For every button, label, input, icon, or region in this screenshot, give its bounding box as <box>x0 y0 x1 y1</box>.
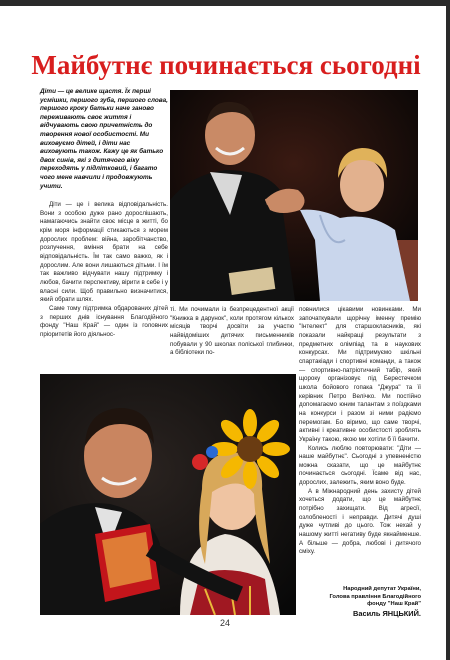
author-signature <box>285 586 421 618</box>
signature-line-1: Народний депутат України, <box>343 586 421 592</box>
photo-girl-wreath <box>40 374 296 615</box>
col3-paragraph-3: А в Міжнародний день захисту дітей хочеться додати, що це майбутнє потрібно захищати. Від агресії, озлобленості і неправди. Дитячі душі дуже чутливі до цього. Тож нехай у нашому житті негативу буде якнайменше. А більше — добра, любові і дитячого сміху. <box>299 487 421 556</box>
article-title: Майбутнє починається сьогодні <box>31 50 421 80</box>
top-border <box>0 0 450 6</box>
right-border <box>446 0 450 660</box>
author-name: Василь ЯНЦЬКИЙ. <box>353 608 421 618</box>
col1-paragraph-1: Діти — це і велика відповідальність. Вони з особою дуже рано дорослішають, намагаючись знайти своє місце в житті, бо крім моря інформації стикаються з морем дорослих проблем: війна, заробітчанство, розлучення, вміння брати на себе відповідальність. Їм так само важко, як і дорослим. Але вони лишаються дітьми. І їм так важливо відчувати нашу підтримку і любов, бачити перспективу, вірити в себе і у власні сили. Щоб правильно визначитися, який обрати шлях. <box>40 201 168 304</box>
col1-paragraph-2: Саме тому підтримка обдарованих дітей з перших днів існування Благодійного фонду "Наш Край" — один із головних пріоритетів його діяльнос- <box>40 304 168 338</box>
page-number: 24 <box>219 618 230 628</box>
col3-paragraph-2: Колись люблю повторювати: "Діти — наше майбутнє". Сьогодні з упевненістю можна сказати, що це майбутнє починається сьогодні. Їсаме від нас, дорослих, залежить, яким воно буде. <box>299 444 421 487</box>
col2-paragraph-1: ті. Ми почимали із безпрецедентної акції "Книжка в дарунок", коли протягом кількох місяців творчі досвіти за участю найвідоміших дитячих письменників побували у 90 школах поліської глибинки, а бібліотеки по- <box>170 306 294 357</box>
girl-wreath-photo-icon <box>40 374 296 615</box>
signature-line-2: Голова правління Благодійного <box>329 593 421 600</box>
column-2 <box>170 306 294 358</box>
column-3 <box>299 306 421 557</box>
col3-paragraph-1: повнилися цікавими новинками. Ми започаткували щорічну іменну премію "Інтелект" для старшокласників, які показали найкращі результати з предметних олімпіад та в наукових конкурсах. Ми підтримуємо шкільні спартакіади і спортивні команди, а також — спортивно-патріотичний табір, який щороку організовує під Берестечком школа бойового гопака "Джура" та її керівник Петро Велічко. Ми постійно допомагаємо юним талантам з поїздками на конкурси і разом зі ними радіємо перемогам. Бо віримо, що саме творчі, активні і креативне особистості зроблять Україну такою, якою ми хотіли б її бачити. <box>299 306 421 443</box>
photo-handshake <box>170 90 418 301</box>
signature-line-3: фонду "Наш Край" <box>367 601 421 608</box>
article-intro: Діти — це велике щастя. Їх перші усмішки, першого зуба, першого слова, першого кроку батьки наче заново переживають своє життя і відчувають свою причетність до творення нової особистості. Ми виховуємо дітей, і діти нас виховують також. Кажу це як батько двох синів, які з дитячого віку переходять у підлітковий, і багато чого мене навчили і продовжують учити. <box>40 88 168 190</box>
handshake-photo-icon <box>170 90 418 301</box>
column-1 <box>40 201 168 340</box>
